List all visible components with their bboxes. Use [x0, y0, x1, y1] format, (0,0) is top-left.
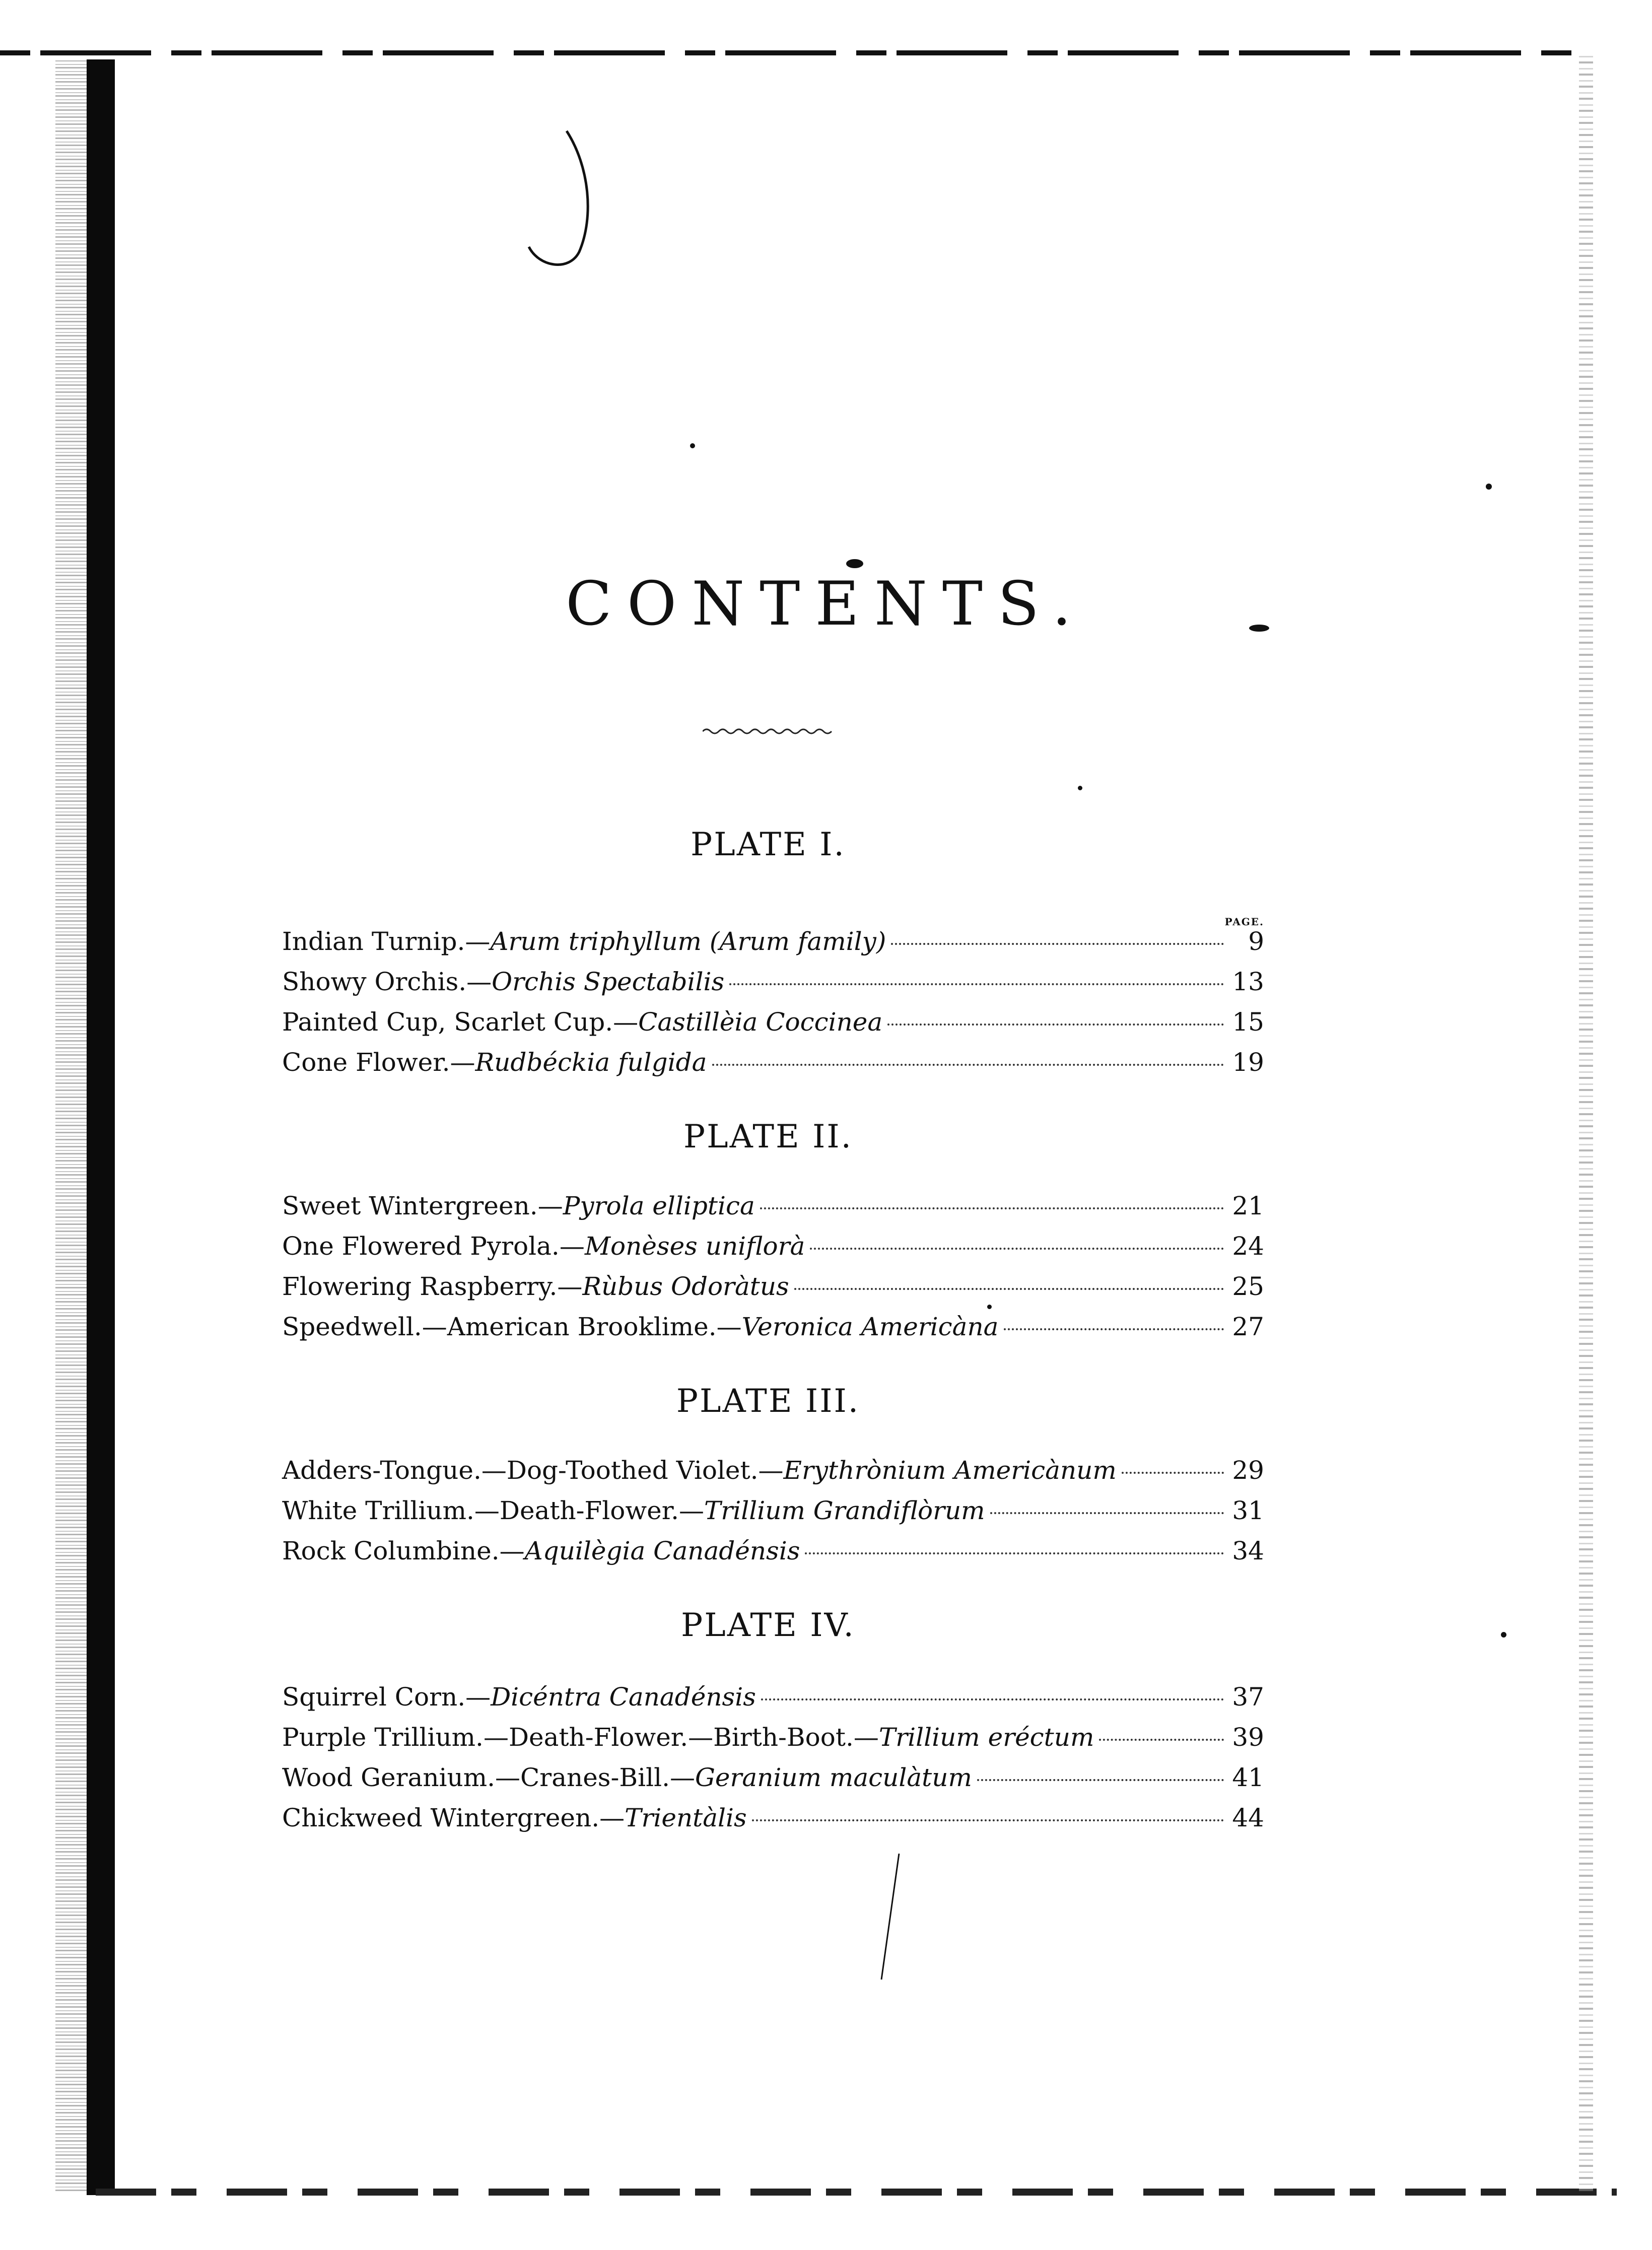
- title-flourish: [703, 725, 834, 737]
- entry-page-number: 37: [1232, 1682, 1264, 1712]
- top-edge: [0, 50, 1581, 55]
- entry-latin-name: Arum triphyllum (Arum family): [490, 927, 886, 956]
- plate-heading: PLATE IV.: [681, 1607, 855, 1644]
- ink-speck: [1501, 1632, 1506, 1638]
- entry-page-number: 21: [1232, 1191, 1264, 1220]
- entry-page-number: 29: [1232, 1456, 1264, 1485]
- entry-common-name: Flowering Raspberry.—: [282, 1272, 583, 1301]
- ink-speck: [1486, 484, 1492, 490]
- entry-common-name: Purple Trillium.—Death-Flower.—Birth-Boot.—: [282, 1723, 879, 1752]
- entry-latin-name: Geranium maculàtum: [695, 1763, 972, 1792]
- entry-page-number: 27: [1232, 1312, 1264, 1341]
- entry-common-name: Painted Cup, Scarlet Cup.—: [282, 1007, 639, 1037]
- contents-entry: [282, 1007, 1264, 1043]
- contents-entry: [282, 1682, 1264, 1718]
- entry-page-number: 44: [1232, 1803, 1264, 1832]
- entry-page-number: 39: [1232, 1723, 1264, 1752]
- entry-common-name: Chickweed Wintergreen.—: [282, 1803, 625, 1832]
- contents-entry: [282, 967, 1264, 1002]
- entry-page-number: 24: [1232, 1232, 1264, 1261]
- contents-entry: [282, 1803, 1264, 1838]
- leader-dots: [805, 1552, 1224, 1554]
- leader-dots: [977, 1779, 1224, 1781]
- plate-heading: PLATE III.: [676, 1383, 860, 1420]
- leader-dots: [887, 1024, 1224, 1026]
- ink-speck: [987, 1305, 992, 1309]
- bottom-edge: [96, 2189, 1617, 2196]
- entry-common-name: Adders-Tongue.—Dog-Toothed Violet.—: [282, 1456, 784, 1485]
- entry-common-name: Cone Flower.—: [282, 1048, 475, 1077]
- entry-common-name: Rock Columbine.—: [282, 1536, 525, 1565]
- contents-entry: [282, 1312, 1264, 1347]
- leader-dots: [1122, 1472, 1224, 1474]
- entry-latin-name: Veronica Americàna: [741, 1312, 999, 1341]
- contents-entry: [282, 1723, 1264, 1758]
- contents-entry: [282, 1456, 1264, 1491]
- entry-page-number: 19: [1232, 1048, 1264, 1077]
- entry-latin-name: Pyrola elliptica: [563, 1191, 755, 1220]
- entry-page-number: 15: [1232, 1007, 1264, 1037]
- ink-speck: [846, 559, 863, 568]
- contents-entry: [282, 1496, 1264, 1531]
- entry-latin-name: Trillium Grandiflòrum: [704, 1496, 985, 1525]
- entry-common-name: Sweet Wintergreen.—: [282, 1191, 563, 1220]
- page-column-label: PAGE.: [1224, 916, 1264, 928]
- leader-dots: [810, 1248, 1224, 1250]
- entry-latin-name: Rùbus Odoràtus: [582, 1272, 789, 1301]
- pen-mark: [519, 126, 589, 277]
- entry-page-number: 34: [1232, 1536, 1264, 1565]
- contents-entry: [282, 1191, 1264, 1226]
- entry-latin-name: Erythrònium Americànum: [783, 1456, 1117, 1485]
- leader-dots: [794, 1288, 1224, 1290]
- entry-common-name: Indian Turnip.—: [282, 927, 491, 956]
- entry-latin-name: Castillèia Coccinea: [638, 1007, 883, 1037]
- plate-heading: PLATE I.: [691, 826, 846, 863]
- contents-entry: [282, 1048, 1264, 1083]
- leader-dots: [729, 983, 1224, 985]
- entry-page-number: 13: [1232, 967, 1264, 996]
- contents-entry: [282, 1232, 1264, 1267]
- entry-page-number: 9: [1248, 927, 1264, 956]
- ink-speck: [1078, 786, 1082, 790]
- leader-dots: [1099, 1739, 1224, 1741]
- entry-page-number: 31: [1232, 1496, 1264, 1525]
- plate-heading: PLATE II.: [683, 1118, 853, 1155]
- page-title: CONTENTS.: [566, 569, 1086, 639]
- contents-entry: [282, 1272, 1264, 1307]
- contents-entry: [282, 1763, 1264, 1798]
- contents-entry: [282, 927, 1264, 962]
- entry-latin-name: Trillium eréctum: [878, 1723, 1094, 1752]
- entry-page-number: 41: [1232, 1763, 1264, 1792]
- entry-common-name: Speedwell.—American Brooklime.—: [282, 1312, 742, 1341]
- contents-entry: [282, 1536, 1264, 1572]
- ink-speck: [1249, 625, 1269, 632]
- entry-latin-name: Dicéntra Canadénsis: [491, 1682, 756, 1712]
- leader-dots: [761, 1698, 1224, 1700]
- leader-dots: [752, 1819, 1224, 1821]
- entry-common-name: Squirrel Corn.—: [282, 1682, 491, 1712]
- leader-dots: [760, 1207, 1224, 1209]
- leader-dots: [712, 1064, 1224, 1066]
- entry-latin-name: Rudbéckia fulgida: [475, 1048, 707, 1077]
- leader-dots: [990, 1512, 1224, 1514]
- entry-page-number: 25: [1232, 1272, 1264, 1301]
- pen-stroke: [876, 1854, 907, 1985]
- entry-latin-name: Trientàlis: [625, 1803, 747, 1832]
- leader-dots: [1004, 1328, 1224, 1330]
- entry-common-name: White Trillium.—Death-Flower.—: [282, 1496, 705, 1525]
- entry-common-name: One Flowered Pyrola.—: [282, 1232, 585, 1261]
- entry-latin-name: Orchis Spectabilis: [492, 967, 725, 996]
- right-edge: [1579, 55, 1593, 2191]
- entry-latin-name: Monèses uniflorà: [584, 1232, 805, 1261]
- leader-dots: [891, 943, 1224, 945]
- entry-latin-name: Aquilègia Canadénsis: [524, 1536, 800, 1565]
- entry-common-name: Showy Orchis.—: [282, 967, 492, 996]
- ink-speck: [690, 443, 695, 448]
- entry-common-name: Wood Geranium.—Cranes-Bill.—: [282, 1763, 695, 1792]
